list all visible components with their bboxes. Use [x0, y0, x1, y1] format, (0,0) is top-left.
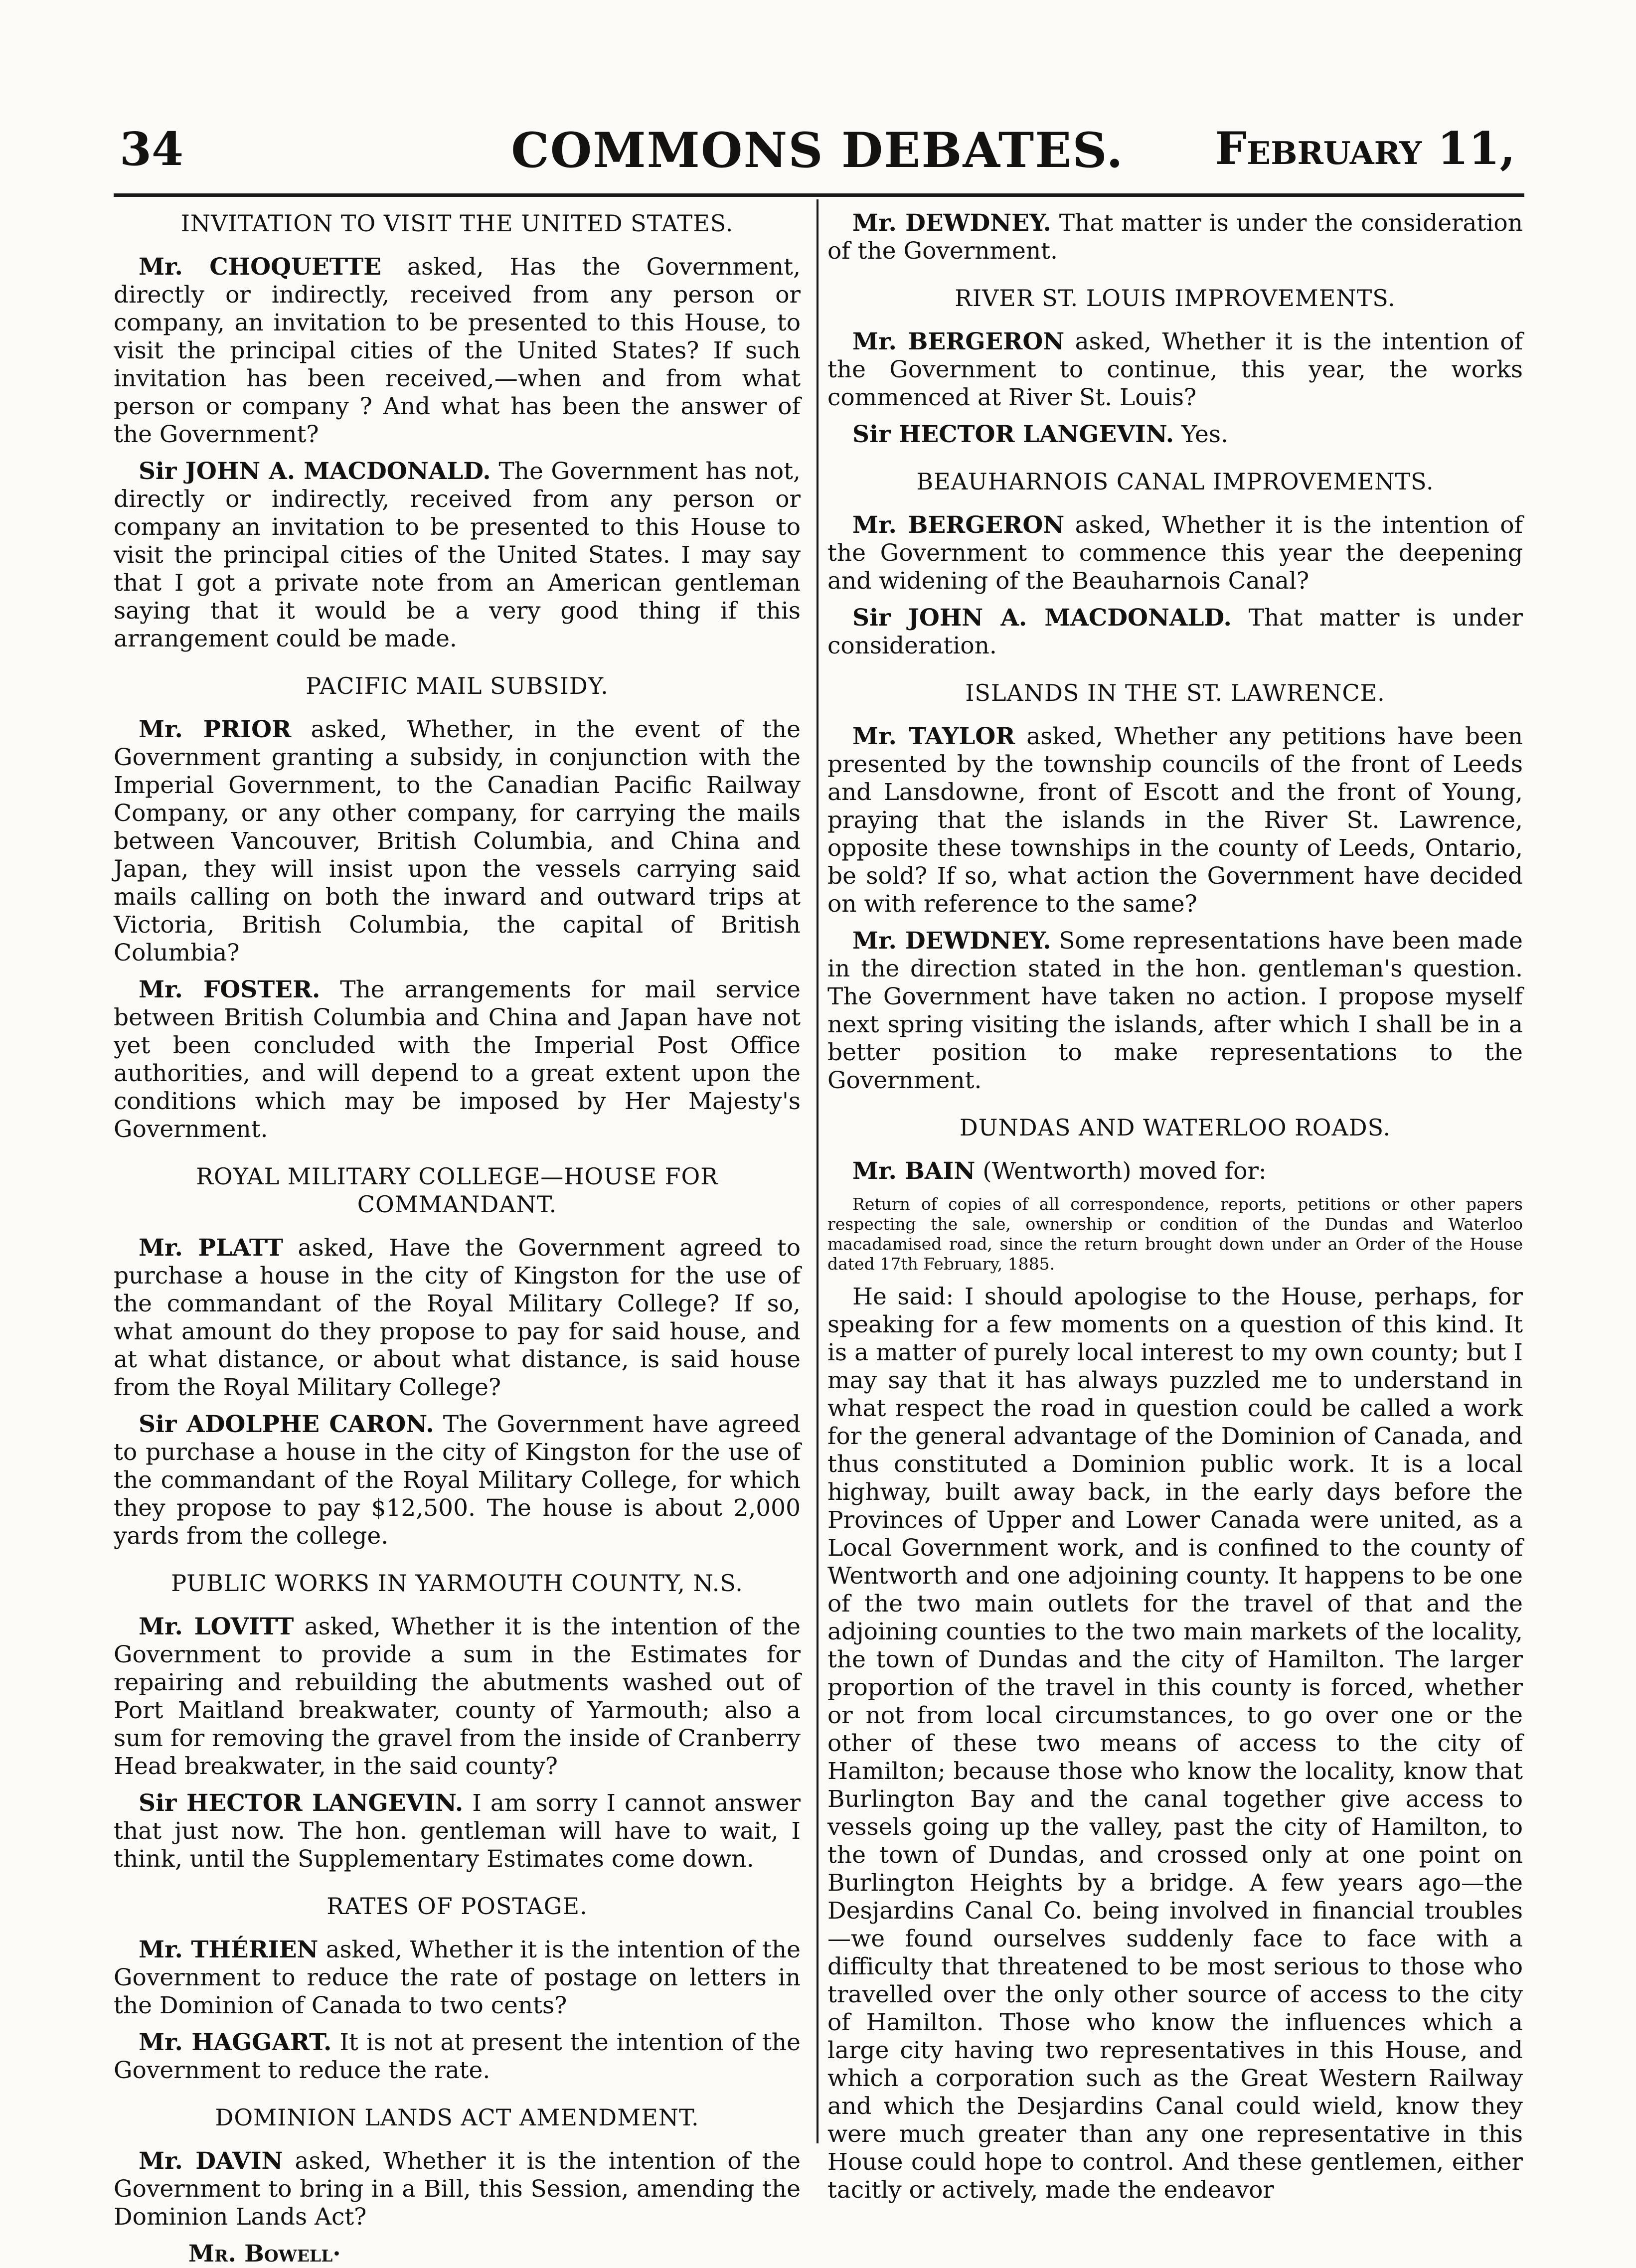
paragraph	[114, 976, 801, 1143]
column-divider	[817, 199, 818, 2143]
paragraph	[114, 253, 801, 449]
speaker-name: Mr. HAGGART.	[139, 2029, 332, 2056]
speaker-name: Mr. THÉRIEN	[139, 1936, 319, 1963]
paragraph	[114, 2147, 801, 2231]
section-heading: PACIFIC MAIL SUBSIDY.	[306, 672, 609, 699]
paragraph	[827, 1157, 1523, 1185]
paragraph-text: asked, Whether any petitions have been presented by the township councils of the front of Leeds and Lansdowne, front of Escott and the front of Young, praying that the islands in the River St. Lawrence, opposite these townships in the county of Leeds, Ontario, be sold? If so, what action the Government have decided on with reference to the same?	[827, 723, 1523, 918]
right-column	[827, 209, 1523, 2204]
paragraph-text: Some representations have been made in the direction stated in the hon. gentleman's question. The Government have taken no action. I propose myself next spring visiting the islands, after which I shall be in a better position to make representations to the Government.	[827, 927, 1523, 1094]
paragraph-text: asked, Whether it is the intention of the Government to continue, this year, the works commenced at River St. Louis?	[827, 328, 1523, 411]
paragraph-text: asked, Whether it is the intention of the Government to provide a sum in the Estimates for repairing and rebuilding the abutments washed out of Port Maitland breakwater, county of Yarmouth; also a sum for removing the gravel from the inside of Cranberry Head breakwater, in the said county?	[114, 1613, 801, 1780]
paragraph-text: asked, Whether it is the intention of the Government to commence this year the deepening and widening of the Beauharnois Canal?	[827, 511, 1523, 595]
speaker-name: Mr. BAIN	[852, 1157, 976, 1185]
motion-text: Return of copies of all correspondence, reports, petitions or other papers respecting the sale, ownership or condition of the Dundas and Waterloo macadamised road, since the return brought down under an Order of the House dated 17th February, 1885.	[827, 1194, 1523, 1274]
speaker-name: Mr. CHOQUETTE	[139, 253, 381, 281]
paragraph	[827, 421, 1523, 449]
speaker-name: Sir JOHN A. MACDONALD.	[139, 458, 491, 485]
paragraph	[827, 328, 1523, 412]
signature-line	[114, 2240, 801, 2268]
speaker-name: Mr. DEWDNEY.	[852, 209, 1051, 237]
paragraph-text: The Government has not, directly or indirectly, received from any person or company an invitation to be presented to this House to visit the principal cities of the United States. I may say that I got a private note from an American gentleman saying that it would be a very good thing if this arrangement could be made.	[114, 458, 801, 652]
paragraph	[114, 1234, 801, 1402]
speaker-name: Mr. PRIOR	[139, 716, 292, 743]
speaker-name: Sir HECTOR LANGEVIN.	[139, 1789, 464, 1817]
section-heading: DUNDAS AND WATERLOO ROADS.	[959, 1114, 1391, 1141]
paragraph	[114, 1411, 801, 1550]
speaker-name: Mr. BERGERON	[852, 511, 1065, 539]
section-heading: RATES OF POSTAGE.	[327, 1893, 588, 1920]
paragraph-text: It is not at present the intention of the Government to reduce the rate.	[114, 2029, 801, 2084]
page-date: February 11,	[1215, 122, 1515, 175]
header-rule	[114, 193, 1524, 197]
paragraph-text: asked, Has the Government, directly or indirectly, received from any person or company, an invitation to be presented to this House, to visit the principal cities of the United States? If such invitation has been received,—when and from what person or company ? And what has been the answer of the Government?	[114, 253, 801, 448]
page-number: 34	[120, 122, 184, 176]
paragraph	[114, 716, 801, 967]
page-title: COMMONS DEBATES.	[511, 122, 1124, 178]
speaker-name: Mr. BERGERON	[852, 328, 1065, 355]
section-heading: BEAUHARNOIS CANAL IMPROVEMENTS.	[916, 468, 1434, 495]
paragraph	[114, 458, 801, 653]
speaker-name: Sir ADOLPHE CARON.	[139, 1411, 434, 1438]
paragraph-text: asked, Whether, in the event of the Government granting a subsidy, in conjunction with the Imperial Government, to the Canadian Pacific Railway Company, or any other company, for carrying the mails between Vancouver, British Columbia, and China and Japan, they will insist upon the vessels carrying said mails calling on both the inward and outward trips at Victoria, British Columbia, the capital of British Columbia?	[114, 716, 801, 967]
paragraph-text: He said: I should apologise to the House, perhaps, for speaking for a few moments on a question of this kind. It is a matter of purely local interest to my own county; but I may say that it has always puzzled me to understand in what respect the road in question could be called a work for the general advantage of the Dominion of Canada, and thus constituted a Dominion public work. It is a local highway, built away back, in the early days before the Provinces of Upper and Lower Canada were united, as a Local Government work, and is confined to the county of Wentworth and one adjoining county. It happens to be one of the two main outlets for the travel of that and the adjoining counties to the two main markets of the locality, the town of Dundas and the city of Hamilton. The larger proportion of the travel in this county is forced, whether or not from local circumstances, to go over one or the other of these two means of access to the city of Hamilton; because those who know the locality, know that Burlington Bay and the canal together give access to vessels going up the valley, past the city of Hamilton, to the town of Dundas, and crossed only at one point on Burlington Heights by a bridge. A few years ago—the Desjardins Canal Co. being involved in financial troubles—we found ourselves suddenly face to face with a difficulty that threatened to be most serious to those who travelled over the only other source of access to the city of Hamilton. Those who know the influences which a large city having two representatives in this House, and which a corporation such as the Great Western Railway and which the Desjardins Canal could wield, know they were much greater than any one representative in this House could hope to control. And these gentlemen, either tacitly or actively, made the endeavor	[827, 1283, 1523, 2204]
paragraph	[114, 2029, 801, 2085]
speaker-name: Sir JOHN A. MACDONALD.	[852, 604, 1232, 632]
paragraph-text: asked, Have the Government agreed to purchase a house in the city of Kingston for the use of the commandant of the Royal Military College? If so, what amount do they propose to pay for said house, and at what distance, or about what distance, is said house from the Royal Military College?	[114, 1234, 801, 1401]
paragraph	[827, 927, 1523, 1095]
paragraph-text: Yes.	[1181, 421, 1228, 448]
section-heading: ISLANDS IN THE ST. LAWRENCE.	[965, 679, 1385, 706]
paragraph-text: The Government have agreed to purchase a house in the city of Kingston for the use of the commandant of the Royal Military College, for which they propose to pay $12,500. The house is about 2,000 yards from the college.	[114, 1411, 801, 1550]
speaker-name: Mr. Bowell·	[188, 2240, 341, 2268]
paragraph-text: (Wentworth) moved for:	[982, 1157, 1267, 1185]
speaker-name: Mr. DAVIN	[139, 2147, 283, 2175]
paragraph-text: I am sorry I cannot answer that just now. The hon. gentleman will have to wait, I think, until the Supplementary Estimates come down.	[114, 1789, 801, 1873]
speaker-name: Mr. TAYLOR	[852, 723, 1015, 750]
section-heading: DOMINION LANDS ACT AMENDMENT.	[215, 2104, 699, 2131]
speaker-name: Mr. FOSTER.	[139, 976, 321, 1003]
paragraph	[827, 723, 1523, 918]
paragraph	[114, 1789, 801, 1873]
paragraph-text: That matter is under consideration.	[827, 604, 1523, 659]
speaker-name: Mr. DEWDNEY.	[852, 927, 1051, 955]
paragraph-text: That matter is under the consideration of the Government.	[827, 209, 1523, 265]
paragraph-text: asked, Whether it is the intention of the Government to reduce the rate of postage on letters in the Dominion of Canada to two cents?	[114, 1936, 801, 2019]
section-heading: INVITATION TO VISIT THE UNITED STATES.	[180, 210, 734, 237]
paragraph	[827, 511, 1523, 595]
paragraph	[114, 1936, 801, 2020]
paragraph	[114, 1613, 801, 1781]
speaker-name: Sir HECTOR LANGEVIN.	[852, 421, 1174, 448]
paragraph	[827, 209, 1523, 265]
paragraph	[827, 604, 1523, 660]
paragraph-text: The arrangements for mail service between British Columbia and China and Japan have not yet been concluded with the Imperial Post Office authorities, and will depend to a great extent upon the conditions which may be imposed by Her Majesty's Government.	[114, 976, 801, 1143]
section-heading: ROYAL MILITARY COLLEGE—HOUSE FOR COMMANDANT.	[196, 1163, 718, 1218]
speaker-name: Mr. PLATT	[139, 1234, 284, 1262]
paragraph	[827, 1283, 1523, 2204]
section-heading: RIVER ST. LOUIS IMPROVEMENTS.	[955, 285, 1396, 312]
paragraph-text: asked, Whether it is the intention of the Government to bring in a Bill, this Session, amending the Dominion Lands Act?	[114, 2147, 801, 2231]
speaker-name: Mr. LOVITT	[139, 1613, 294, 1640]
page-header	[120, 122, 1515, 187]
left-column	[114, 209, 801, 2268]
section-heading: PUBLIC WORKS IN YARMOUTH COUNTY, N.S.	[171, 1570, 743, 1597]
